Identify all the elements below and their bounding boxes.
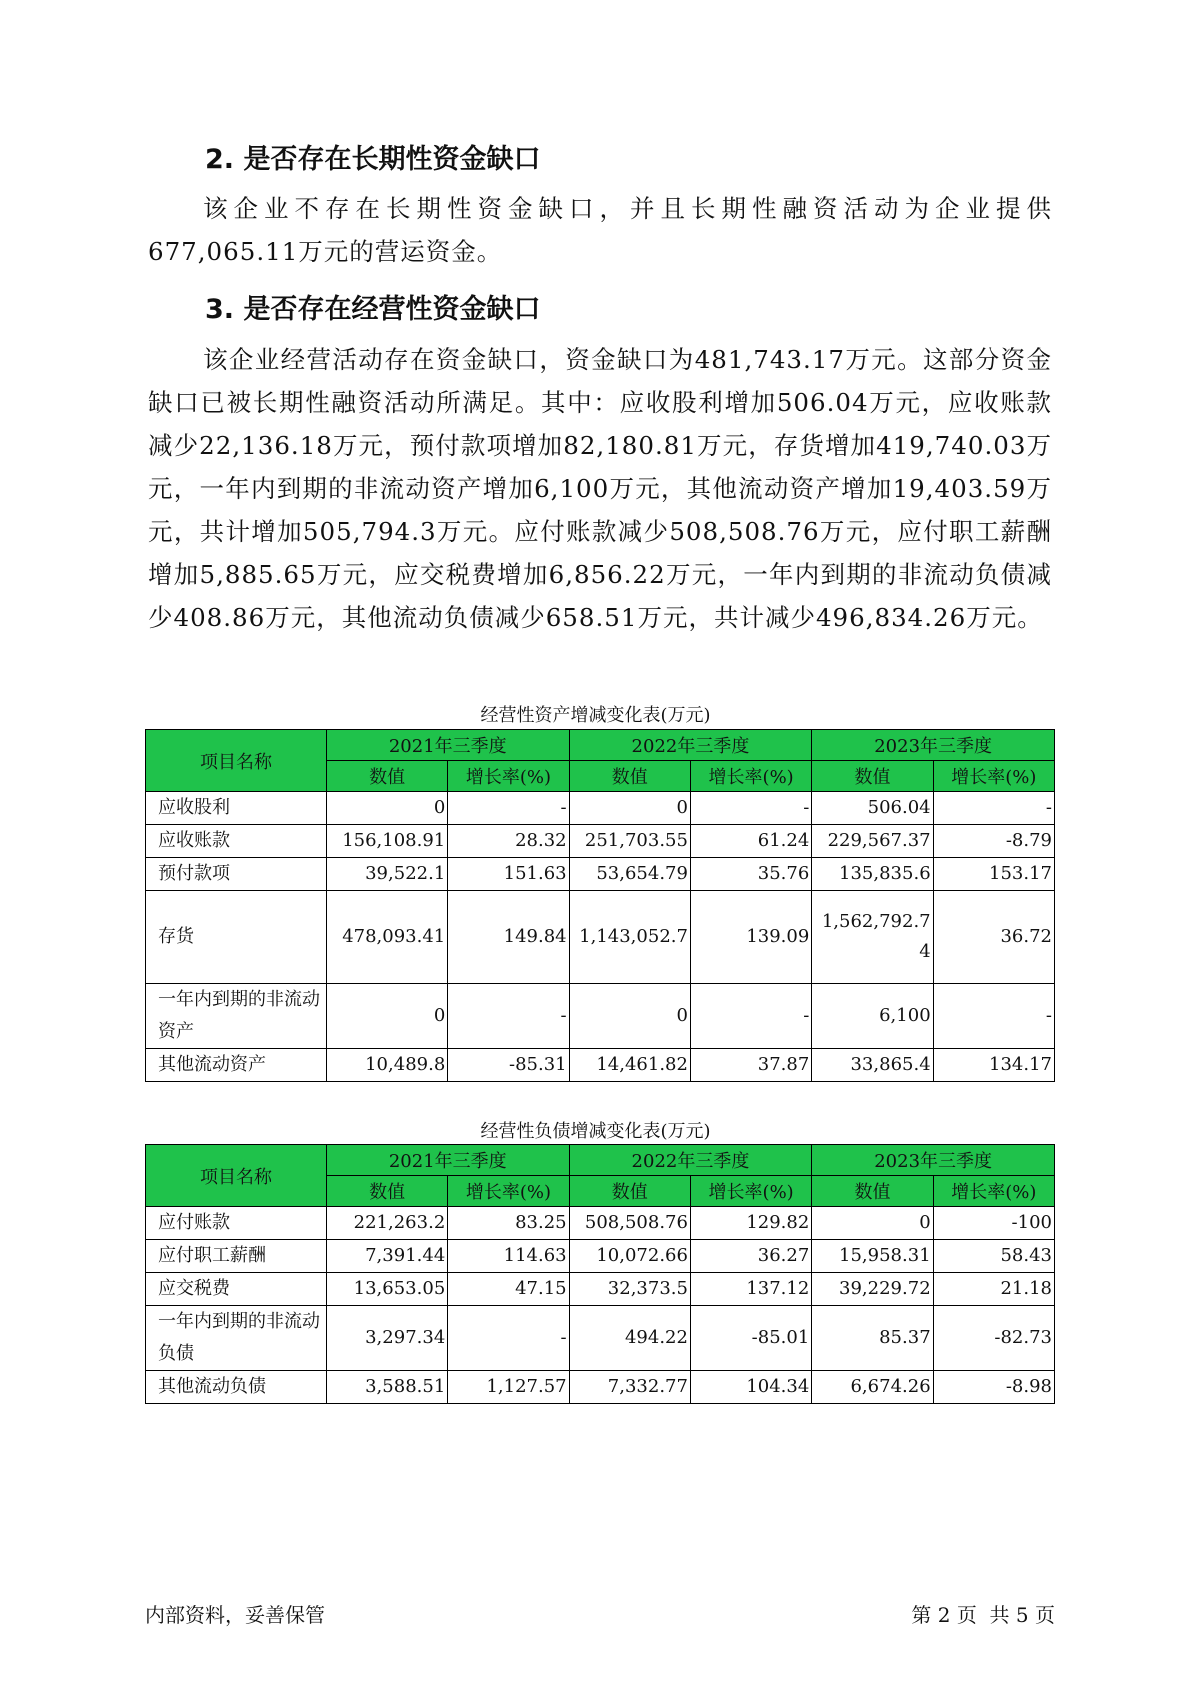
table-cell: 39,522.1 bbox=[326, 858, 447, 891]
table-cell: 139.09 bbox=[690, 891, 811, 984]
table-cell: 135,835.6 bbox=[812, 858, 933, 891]
table-cell: - bbox=[933, 984, 1054, 1049]
table-cell: 7,332.77 bbox=[569, 1371, 690, 1404]
table-cell: 14,461.82 bbox=[569, 1049, 690, 1082]
table-cell: 156,108.91 bbox=[326, 825, 447, 858]
table-cell: 251,703.55 bbox=[569, 825, 690, 858]
table-cell: 10,072.66 bbox=[569, 1240, 690, 1273]
liability-change-table bbox=[145, 1144, 1055, 1404]
table-cell: 104.34 bbox=[690, 1371, 811, 1404]
table-cell: 508,508.76 bbox=[569, 1207, 690, 1240]
table-cell: 61.24 bbox=[690, 825, 811, 858]
row-label: 应付账款 bbox=[146, 1207, 327, 1240]
table-cell: 506.04 bbox=[812, 792, 933, 825]
table-cell: 7,391.44 bbox=[326, 1240, 447, 1273]
asset-change-table bbox=[145, 729, 1055, 1082]
heading-long-term-gap: 2. 是否存在长期性资金缺口 bbox=[205, 144, 541, 175]
value-header: 数值 bbox=[812, 761, 933, 792]
table-row bbox=[146, 1240, 1055, 1273]
table-cell: 0 bbox=[569, 984, 690, 1049]
table-cell: -85.01 bbox=[690, 1306, 811, 1371]
table-cell: 494.22 bbox=[569, 1306, 690, 1371]
table-cell: 10,489.8 bbox=[326, 1049, 447, 1082]
table-cell: 1,143,052.7 bbox=[569, 891, 690, 984]
growth-header: 增长率(%) bbox=[690, 761, 811, 792]
table-cell: 47.15 bbox=[448, 1273, 569, 1306]
table-cell: 53,654.79 bbox=[569, 858, 690, 891]
period-header: 2023年三季度 bbox=[812, 1145, 1055, 1176]
table-cell: 35.76 bbox=[690, 858, 811, 891]
table-row bbox=[146, 1207, 1055, 1240]
table-cell: 114.63 bbox=[448, 1240, 569, 1273]
table-cell: -8.79 bbox=[933, 825, 1054, 858]
table-cell: 39,229.72 bbox=[812, 1273, 933, 1306]
period-header: 2021年三季度 bbox=[326, 730, 569, 761]
value-header: 数值 bbox=[812, 1176, 933, 1207]
growth-header: 增长率(%) bbox=[448, 1176, 569, 1207]
period-header: 2022年三季度 bbox=[569, 730, 812, 761]
value-header: 数值 bbox=[569, 761, 690, 792]
footer-left-note: 内部资料，妥善保管 bbox=[145, 1603, 325, 1627]
table-cell: - bbox=[448, 984, 569, 1049]
row-label: 应交税费 bbox=[146, 1273, 327, 1306]
table-cell: - bbox=[690, 984, 811, 1049]
table-row bbox=[146, 1371, 1055, 1404]
table-cell: 129.82 bbox=[690, 1207, 811, 1240]
row-label: 应收股利 bbox=[146, 792, 327, 825]
table-row bbox=[146, 1049, 1055, 1082]
row-label: 应收账款 bbox=[146, 825, 327, 858]
table-row bbox=[146, 984, 1055, 1049]
table-cell: 36.72 bbox=[933, 891, 1054, 984]
row-label: 存货 bbox=[146, 891, 327, 984]
table-cell: 0 bbox=[812, 1207, 933, 1240]
table-cell: 83.25 bbox=[448, 1207, 569, 1240]
table-cell: 478,093.41 bbox=[326, 891, 447, 984]
table-cell: -82.73 bbox=[933, 1306, 1054, 1371]
table-cell: 32,373.5 bbox=[569, 1273, 690, 1306]
table-cell: 1,562,792.74 bbox=[812, 891, 933, 984]
growth-header: 增长率(%) bbox=[690, 1176, 811, 1207]
table-cell: 3,588.51 bbox=[326, 1371, 447, 1404]
period-header: 2021年三季度 bbox=[326, 1145, 569, 1176]
table-cell: 0 bbox=[569, 792, 690, 825]
value-header: 数值 bbox=[326, 761, 447, 792]
row-label: 一年内到期的非流动负债 bbox=[146, 1306, 327, 1371]
table-row bbox=[146, 792, 1055, 825]
table-cell: 229,567.37 bbox=[812, 825, 933, 858]
table-cell: 6,100 bbox=[812, 984, 933, 1049]
growth-header: 增长率(%) bbox=[933, 1176, 1054, 1207]
item-name-header: 项目名称 bbox=[146, 730, 327, 792]
table-row bbox=[146, 825, 1055, 858]
table-cell: 33,865.4 bbox=[812, 1049, 933, 1082]
table-cell: 37.87 bbox=[690, 1049, 811, 1082]
growth-header: 增长率(%) bbox=[448, 761, 569, 792]
period-header: 2023年三季度 bbox=[812, 730, 1055, 761]
table-cell: 15,958.31 bbox=[812, 1240, 933, 1273]
table-cell: 134.17 bbox=[933, 1049, 1054, 1082]
table-cell: - bbox=[448, 792, 569, 825]
table-cell: 13,653.05 bbox=[326, 1273, 447, 1306]
value-header: 数值 bbox=[326, 1176, 447, 1207]
liability-table-caption: 经营性负债增减变化表(万元) bbox=[480, 1121, 711, 1142]
table-cell: -8.98 bbox=[933, 1371, 1054, 1404]
table-cell: 153.17 bbox=[933, 858, 1054, 891]
table-cell: - bbox=[690, 792, 811, 825]
table-cell: 0 bbox=[326, 984, 447, 1049]
table-cell: -85.31 bbox=[448, 1049, 569, 1082]
table-cell: 6,674.26 bbox=[812, 1371, 933, 1404]
table-row bbox=[146, 1273, 1055, 1306]
table-row bbox=[146, 891, 1055, 984]
table-cell: - bbox=[448, 1306, 569, 1371]
footer-page-number: 第 2 页 共 5 页 bbox=[911, 1603, 1055, 1627]
row-label: 其他流动资产 bbox=[146, 1049, 327, 1082]
table-cell: 151.63 bbox=[448, 858, 569, 891]
heading-operating-gap: 3. 是否存在经营性资金缺口 bbox=[205, 294, 541, 325]
table-row bbox=[146, 1306, 1055, 1371]
growth-header: 增长率(%) bbox=[933, 761, 1054, 792]
table-cell: 1,127.57 bbox=[448, 1371, 569, 1404]
table-cell: - bbox=[933, 792, 1054, 825]
table-cell: 149.84 bbox=[448, 891, 569, 984]
table-cell: 221,263.2 bbox=[326, 1207, 447, 1240]
table-cell: 85.37 bbox=[812, 1306, 933, 1371]
row-label: 其他流动负债 bbox=[146, 1371, 327, 1404]
table-cell: 3,297.34 bbox=[326, 1306, 447, 1371]
asset-table-caption: 经营性资产增减变化表(万元) bbox=[480, 705, 711, 726]
period-header: 2022年三季度 bbox=[569, 1145, 812, 1176]
row-label: 应付职工薪酬 bbox=[146, 1240, 327, 1273]
paragraph-long-term-gap: 该企业不存在长期性资金缺口，并且长期性融资活动为企业提供677,065.11万元的营运资金。 bbox=[148, 194, 1052, 266]
item-name-header: 项目名称 bbox=[146, 1145, 327, 1207]
table-cell: 137.12 bbox=[690, 1273, 811, 1306]
table-cell: 0 bbox=[326, 792, 447, 825]
paragraph-operating-gap: 该企业经营活动存在资金缺口，资金缺口为481,743.17万元。这部分资金缺口已被长期性融资活动所满足。其中：应收股利增加506.04万元，应收账款减少22,136.18万元，预付款项增加82,180.81万元，存货增加419,740.03万元，一年内到期的非流动资产增加6,100万元，其他流动资产增加19,403.59万元，共计增加505,794.3万元。应付账款减少508,508.76万元，应付职工薪酬增加5,885.65万元，应交税费增加6,856.22万元，一年内到期的非流动负债减少408.86万元，其他流动负债减少658.51万元，共计减少496,834.26万元。 bbox=[148, 345, 1052, 632]
row-label: 预付款项 bbox=[146, 858, 327, 891]
table-cell: 28.32 bbox=[448, 825, 569, 858]
table-cell: 21.18 bbox=[933, 1273, 1054, 1306]
table-cell: 58.43 bbox=[933, 1240, 1054, 1273]
row-label: 一年内到期的非流动资产 bbox=[146, 984, 327, 1049]
table-row bbox=[146, 858, 1055, 891]
table-cell: 36.27 bbox=[690, 1240, 811, 1273]
table-cell: -100 bbox=[933, 1207, 1054, 1240]
value-header: 数值 bbox=[569, 1176, 690, 1207]
